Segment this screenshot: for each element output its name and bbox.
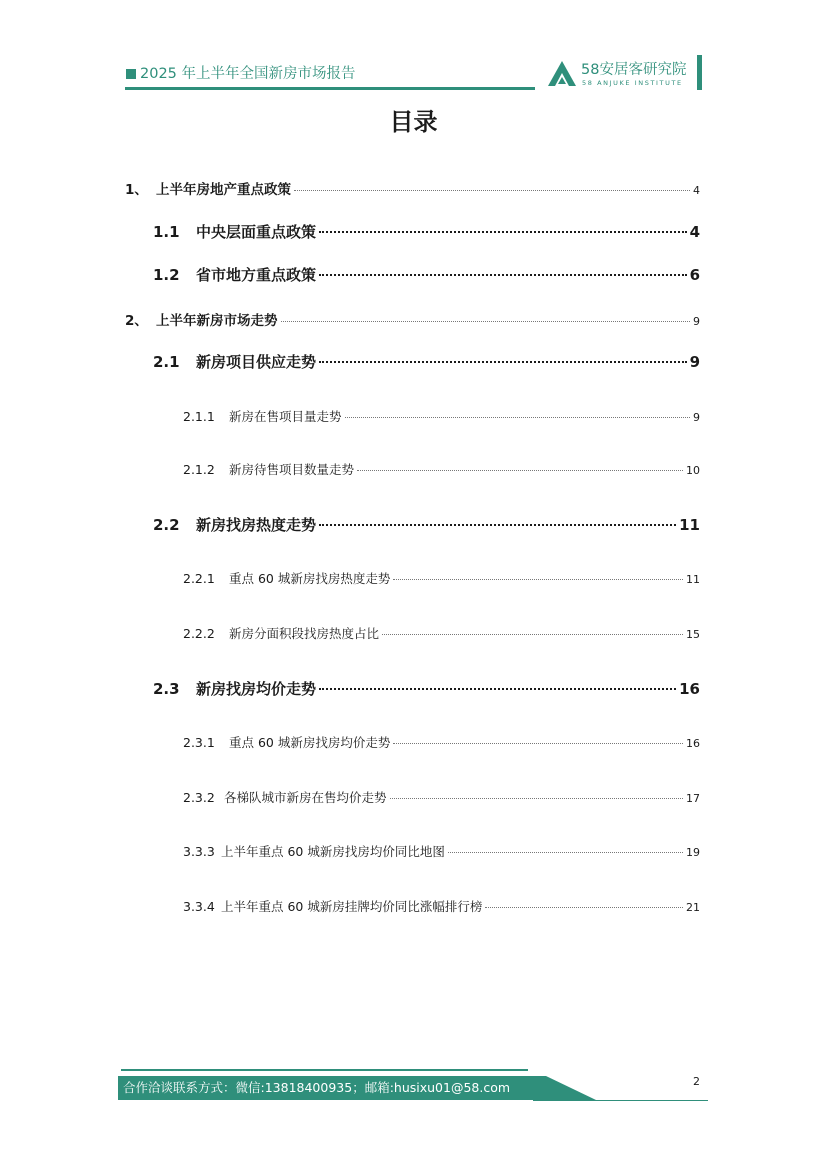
toc-entry-page: 17 (686, 792, 700, 805)
toc-entry[interactable] (125, 309, 700, 329)
toc-leader-dots (393, 579, 683, 580)
toc-entry-number: 2.1.2 (183, 462, 215, 477)
toc-leader-dots (485, 907, 683, 908)
toc-entry-number: 2.3.1 (183, 735, 215, 750)
logo-text: 58安居客研究院 (581, 62, 687, 78)
toc-entry-number: 2.2.2 (183, 626, 215, 641)
toc-entry-page: 10 (686, 464, 700, 477)
toc-entry-page: 16 (679, 680, 700, 698)
header-rule (125, 87, 535, 90)
toc-entry-page: 6 (689, 266, 700, 284)
toc-leader-dots (319, 274, 687, 276)
toc-entry-number: 2.2 (153, 516, 180, 534)
toc-entry-text: 上半年新房市场走势 (156, 313, 278, 329)
toc-entry-page: 9 (693, 411, 700, 424)
toc-entry-text: 上半年重点 60 城新房找房均价同比地图 (221, 844, 445, 859)
toc-leader-dots (382, 634, 683, 635)
toc-entry-page: 4 (693, 184, 700, 197)
toc-entry[interactable] (153, 264, 700, 285)
toc-entry-text: 新房找房均价走势 (196, 680, 317, 698)
toc-entry-number: 2.1 (153, 353, 180, 371)
toc-leader-dots (357, 470, 683, 471)
toc-entry-text: 新房待售项目数量走势 (229, 462, 355, 477)
toc-entry[interactable] (183, 569, 700, 587)
toc-leader-dots (345, 417, 690, 418)
toc-leader-dots (390, 798, 683, 799)
toc-leader-dots (281, 321, 691, 322)
toc-entry-number: 2.3.2 (183, 790, 215, 805)
toc-entry[interactable] (183, 788, 700, 806)
toc-entry-number: 2.2.1 (183, 571, 215, 586)
toc-leader-dots (393, 743, 683, 744)
toc-entry-page: 11 (686, 573, 700, 586)
toc-entry[interactable] (183, 407, 700, 425)
footer-rule (121, 1069, 528, 1071)
toc-entry-text: 重点 60 城新房找房热度走势 (229, 571, 391, 586)
toc-entry-number: 3.3.4 (183, 899, 215, 914)
toc-entry-text: 上半年房地产重点政策 (156, 182, 291, 198)
toc-entry[interactable] (183, 733, 700, 751)
toc-entry-page: 21 (686, 901, 700, 914)
toc-entry-number: 1、 (125, 182, 148, 198)
toc-title: 目录 (389, 108, 438, 136)
toc-entry-page: 9 (693, 315, 700, 328)
toc-entry-text: 新房找房热度走势 (196, 516, 317, 534)
toc-entry[interactable] (183, 460, 700, 478)
toc-entry-text: 省市地方重点政策 (196, 266, 317, 284)
toc-entry-number: 2、 (125, 313, 148, 329)
toc-entry-text: 中央层面重点政策 (196, 223, 317, 241)
footer-thin-rule (533, 1100, 708, 1101)
toc-entry-number: 1.2 (153, 266, 180, 284)
toc-entry-text: 新房分面积段找房热度占比 (229, 626, 380, 641)
toc-entry[interactable] (153, 678, 700, 699)
footer-contact: 合作洽谈联系方式：微信:13818400935；邮箱:husixu01@58.com (123, 1080, 511, 1095)
report-title: 2025 年上半年全国新房市场报告 (140, 66, 356, 82)
toc-entry-page: 16 (686, 737, 700, 750)
toc-entry[interactable] (125, 178, 700, 198)
toc-entry-number: 2.1.1 (183, 409, 215, 424)
toc-leader-dots (319, 688, 676, 690)
toc-leader-dots (294, 190, 690, 191)
page-number: 2 (693, 1075, 700, 1088)
toc-entry-text: 新房在售项目量走势 (229, 409, 342, 424)
toc-entry-number: 2.3 (153, 680, 180, 698)
logo-subtext: 58 ANJUKE INSTITUTE (582, 79, 683, 87)
toc-leader-dots (319, 231, 687, 233)
toc-entry-page: 15 (686, 628, 700, 641)
toc-entry-page: 19 (686, 846, 700, 859)
toc-entry-number: 1.1 (153, 223, 180, 241)
toc-entry-page: 4 (689, 223, 700, 241)
toc-leader-dots (319, 524, 676, 526)
toc-entry[interactable] (153, 514, 700, 535)
header-square-icon (126, 69, 136, 79)
toc-leader-dots (319, 361, 687, 363)
toc-leader-dots (448, 852, 683, 853)
toc-entry[interactable] (183, 897, 700, 915)
toc-entry-text: 新房项目供应走势 (196, 353, 317, 371)
header-vertical-bar (697, 55, 702, 90)
toc-entry[interactable] (183, 842, 700, 860)
toc-entry[interactable] (183, 624, 700, 642)
anjuke-logo-icon (547, 60, 577, 88)
toc-entry-page: 11 (679, 516, 700, 534)
toc-entry-text: 各梯队城市新房在售均价走势 (224, 790, 387, 805)
toc-entry[interactable] (153, 351, 700, 372)
toc-entry-text: 重点 60 城新房找房均价走势 (229, 735, 391, 750)
toc-entry-text: 上半年重点 60 城新房挂牌均价同比涨幅排行榜 (221, 899, 483, 914)
toc-entry[interactable] (153, 221, 700, 242)
toc-entry-page: 9 (689, 353, 700, 371)
toc-entry-number: 3.3.3 (183, 844, 215, 859)
